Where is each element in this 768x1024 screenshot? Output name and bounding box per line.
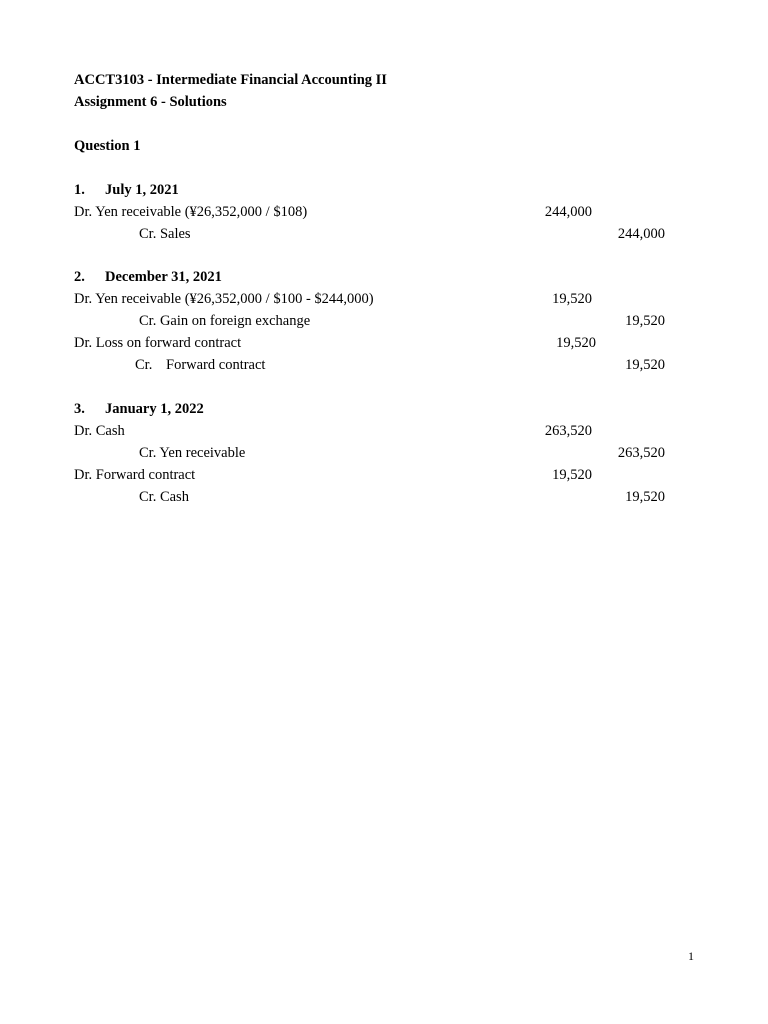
entry-date: December 31, 2021 <box>105 269 222 285</box>
journal-line-account: Dr. Forward contract <box>74 467 196 483</box>
credit-amount: 263,520 <box>617 445 665 461</box>
entry-heading <box>74 400 204 418</box>
journal-line-account: Cr. Cash <box>139 489 189 505</box>
journal-line-account: Cr. Yen receivable <box>139 445 246 461</box>
debit-amount: 19,520 <box>552 467 592 483</box>
entry-number: 2. <box>74 269 85 285</box>
entry-heading <box>74 181 179 199</box>
journal-line-account <box>135 356 265 374</box>
credit-amount: 19,520 <box>625 313 665 329</box>
entry-number: 1. <box>74 182 85 198</box>
entry-date: January 1, 2022 <box>105 401 204 417</box>
debit-amount: 19,520 <box>552 291 592 307</box>
journal-line-account: Cr. Gain on foreign exchange <box>139 313 311 329</box>
entry-heading <box>74 268 222 286</box>
entry-number: 3. <box>74 401 85 417</box>
journal-line-account: Dr. Loss on forward contract <box>74 335 242 351</box>
page-number: 1 <box>688 949 694 963</box>
journal-line-account: Dr. Yen receivable (¥26,352,000 / $108) <box>74 204 308 220</box>
account-name: Forward contract <box>166 357 266 373</box>
credit-amount: 19,520 <box>625 489 665 505</box>
question-heading: Question 1 <box>74 138 141 154</box>
course-title: ACCT3103 - Intermediate Financial Accounting II <box>74 72 387 88</box>
credit-amount: 19,520 <box>625 357 665 373</box>
debit-amount: 263,520 <box>544 423 592 439</box>
journal-line-account: Dr. Cash <box>74 423 125 439</box>
journal-line-account: Cr. Sales <box>139 226 191 242</box>
journal-line-account: Dr. Yen receivable (¥26,352,000 / $100 - $244,000) <box>74 291 374 307</box>
debit-amount: 19,520 <box>556 335 596 351</box>
credit-prefix: Cr. <box>135 357 153 373</box>
credit-amount: 244,000 <box>617 226 665 242</box>
debit-amount: 244,000 <box>544 204 592 220</box>
assignment-title: Assignment 6 - Solutions <box>74 94 227 110</box>
entry-date: July 1, 2021 <box>105 182 179 198</box>
